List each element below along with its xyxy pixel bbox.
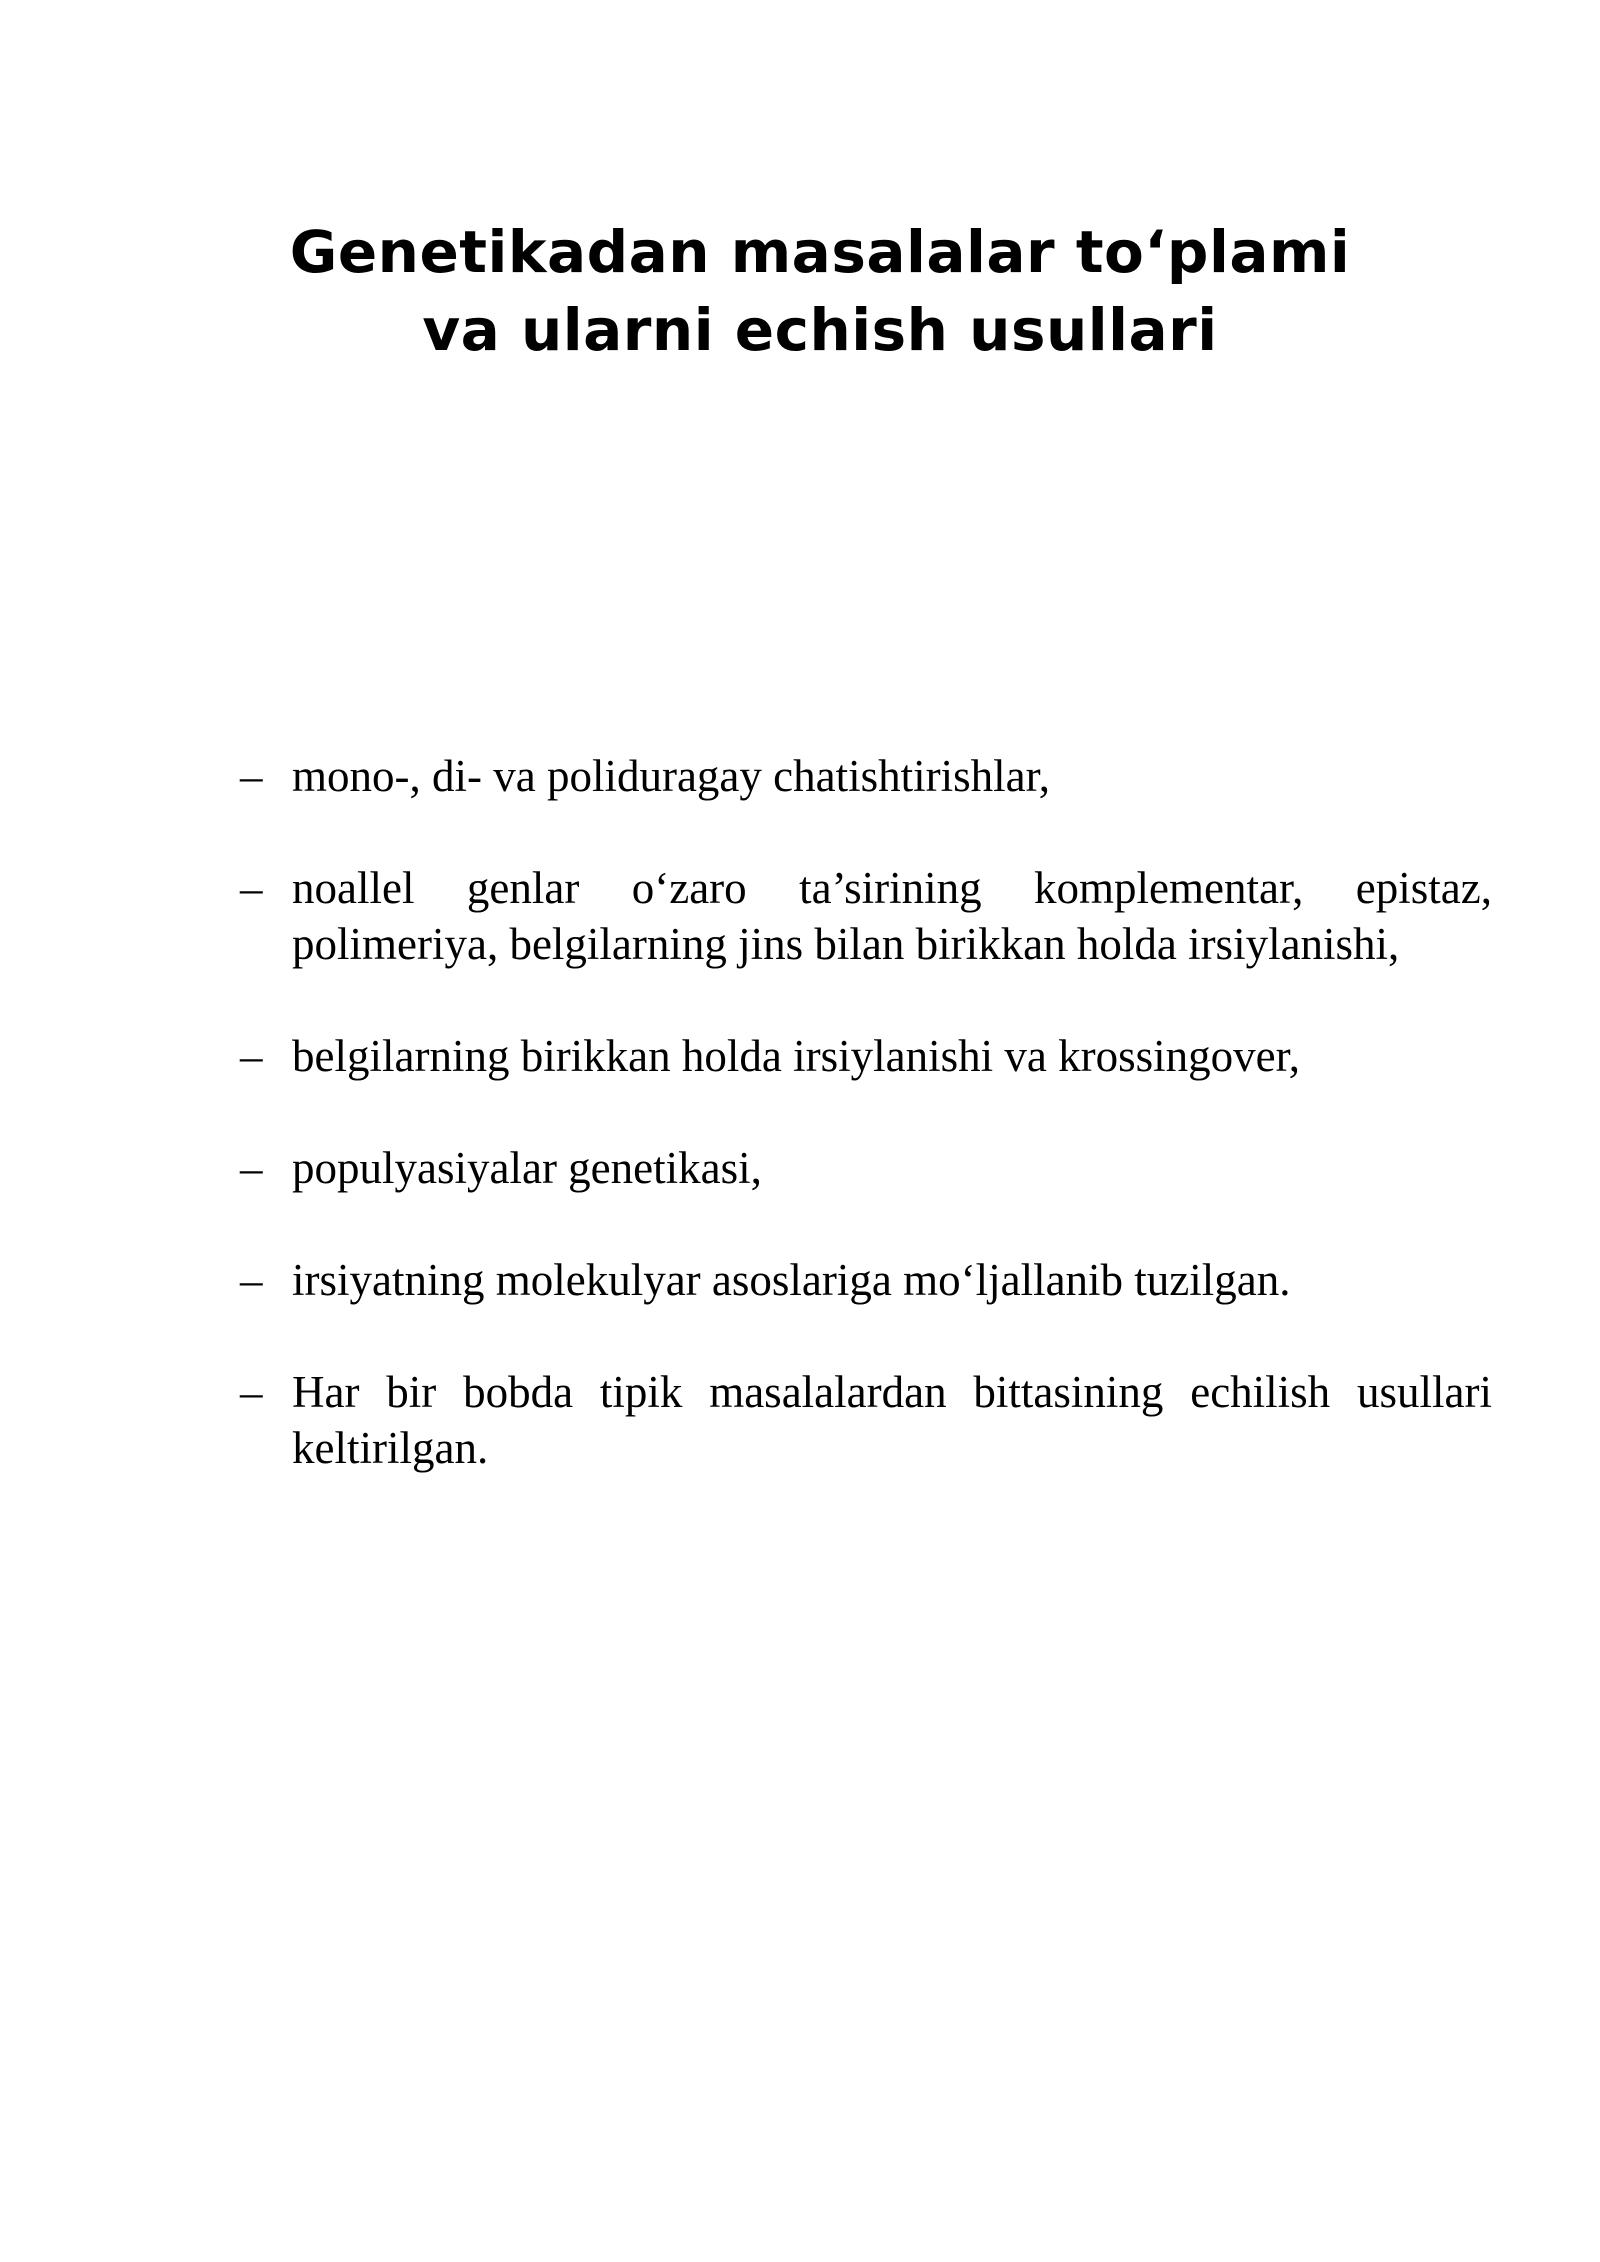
list-item [240,1364,1492,1476]
bullet-dash: – [240,1255,263,1305]
list-item-text: belgilarning birikkan holda irsiylanishi va krossingover, [292,1031,1301,1081]
list-item-text: mono-, di- va poliduragay chatishtirishlar, [292,751,1051,801]
list-item [240,1028,1492,1084]
topic-list [240,748,1492,1476]
list-item-text: irsiyatning molekulyar asoslariga mo‘ljallanib tuzilgan. [292,1255,1291,1305]
title-line-2: va ularni echish usullari [422,296,1218,364]
bullet-dash: – [240,1143,263,1193]
bullet-dash: – [240,1031,263,1081]
title-line-1: Genetikadan masalalar to‘plami [289,218,1351,286]
bullet-dash: – [240,1367,263,1417]
list-item [240,860,1492,972]
page-title [0,213,1600,369]
list-item [240,1140,1492,1196]
list-item-text: populyasiyalar genetikasi, [292,1143,762,1193]
list-item-text: noallel genlar o‘zaro ta’sirining komplementar, epistaz, polimeriya, belgilarning jins bilan birikkan holda irsiylanishi, [292,863,1492,969]
bullet-dash: – [240,751,263,801]
list-item [240,748,1492,804]
list-item-text: Har bir bobda tipik masalalardan bittasining echilish usullari keltirilgan. [292,1367,1492,1473]
bullet-dash: – [240,863,263,913]
list-item [240,1252,1492,1308]
